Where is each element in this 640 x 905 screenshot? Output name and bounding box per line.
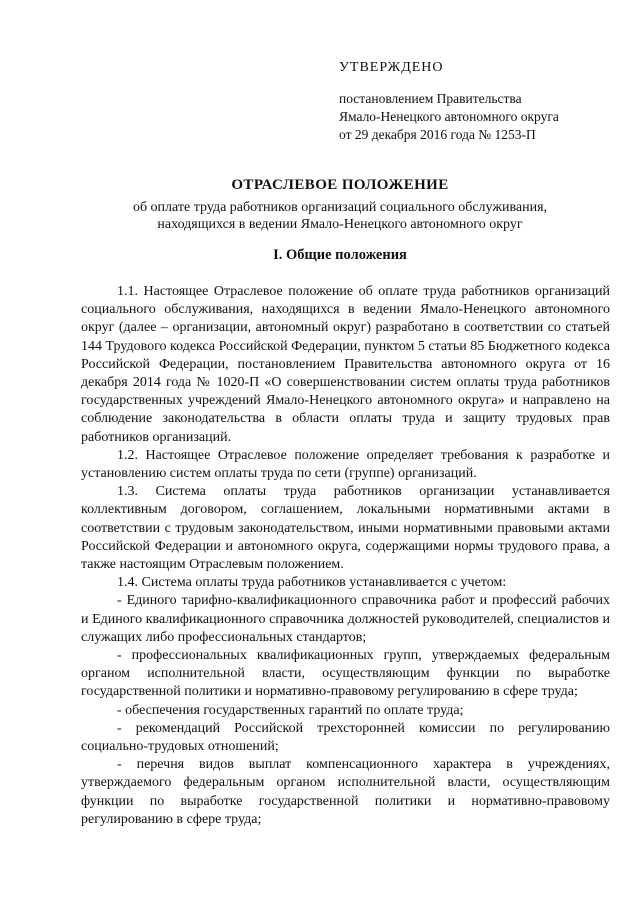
list-item: - Единого тарифно-квалификационного справочника работ и профессий рабочих и Единого квалификационного справочника должностей руководителей, специалистов и служащих либо профессиональных стандартов; [81,593,610,645]
document-subtitle [60,199,620,233]
approval-line: постановлением Правительства [339,91,522,106]
approval-line: Ямало-Ненецкого автономного округа [339,109,559,124]
paragraph-1-1: 1.1. Настоящее Отраслевое положение об оплате труда работников организаций социального обслуживания, находящихся в ведении Ямало-Ненецкого автономного округ (далее – организации, автономный округ) разработано в соответствии со статьей 144 Трудового кодекса Российской Федерации, пунктом 5 статьи 85 Бюджетного кодекса Российской Федерации, постановлением Правительства автономного округа от 16 декабря 2014 года № 1020-П «О совершенствовании систем оплаты труда работников государственных учреждений Ямало-Ненецкого автономного округа» и направлено на соблюдение законодательства в области оплаты труда и защиту трудовых прав работников организаций. [81,284,610,445]
approval-heading: УТВЕРЖДЕНО [339,60,444,75]
section-title: I. Общие положения [273,247,407,263]
paragraph-1-2: 1.2. Настоящее Отраслевое положение определяет требования к разработке и установлению систем оплаты труда по сети (группе) организаций. [81,447,610,482]
document-title: ОТРАСЛЕВОЕ ПОЛОЖЕНИЕ [231,177,449,193]
approval-stamp [339,59,629,144]
list-item: - перечня видов выплат компенсационного характера в учреждениях, утверждаемого федеральным органом исполнительной власти, осуществляющим функции по выработке государственной политики и нормативно-правовому регулированию в сфере труда; [81,757,610,827]
subtitle-line: об оплате труда работников организаций социального обслуживания, [132,200,548,215]
document-body [81,283,610,829]
subtitle-line: находящихся в ведении Ямало-Ненецкого автономного округ [157,217,523,232]
list-item: - профессиональных квалификационных групп, утверждаемых федеральным органом исполнительной власти, осуществляющим функции по выработке государственной политики и нормативно-правовому регулированию в сфере труда; [81,648,610,700]
list-item: - обеспечения государственных гарантий по оплате труда; [117,702,464,718]
approval-line: от 29 декабря 2016 года № 1253-П [339,127,536,142]
paragraph-1-4: 1.4. Система оплаты труда работников устанавливается с учетом: [117,575,507,591]
list-item: - рекомендаций Российской трехсторонней комиссии по регулированию социально-трудовых отношений; [81,720,610,755]
paragraph-1-3: 1.3. Система оплаты труда работников организации устанавливается коллективным договором, соглашением, локальными нормативными актами в соответствии с трудовым законодательством, иными нормативными правовыми актами Российской Федерации и автономного округа, содержащими нормы трудового права, а также настоящим Отраслевым положением. [81,484,610,573]
